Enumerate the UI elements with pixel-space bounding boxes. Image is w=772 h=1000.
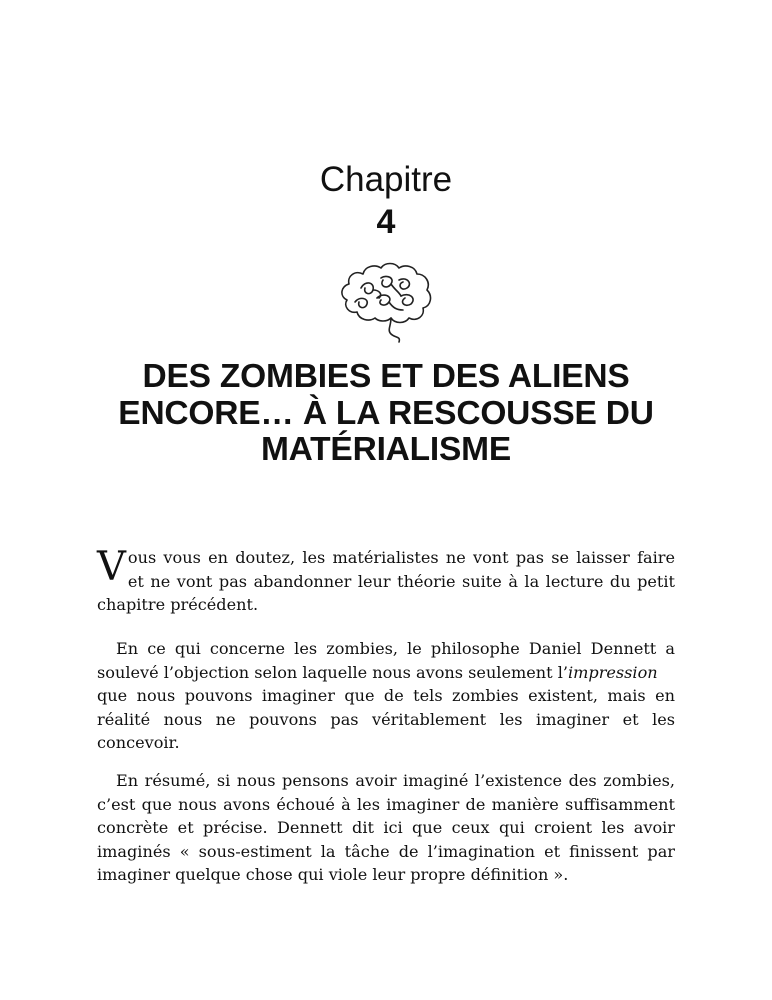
paragraph-line <box>97 661 675 685</box>
paragraph-line: En résumé, si nous pensons avoir imaginé l’existence des zombies, <box>116 771 675 790</box>
paragraph-text: soulevé l’objection selon laquelle nous avons seulement l’ <box>97 662 568 682</box>
paragraph-line: imaginés « sous-estiment la tâche de l’imagination et finissent par <box>97 841 675 861</box>
paragraph-line: et ne vont pas abandonner leur théorie suite à la lecture du petit <box>127 571 675 591</box>
title-line: MATÉRIALISME <box>260 431 512 468</box>
paragraph-summary <box>97 769 675 887</box>
drop-cap: V <box>97 544 126 590</box>
paragraph-line: concevoir. <box>97 733 180 752</box>
chapter-number: 4 <box>376 203 396 241</box>
paragraph-dennett-objection <box>97 637 675 755</box>
paragraph-line: que nous pouvons imaginer que de tels zombies existent, mais en <box>97 686 675 705</box>
paragraph-line: c’est que nous avons échoué à les imaginer de manière suffisamment <box>97 794 675 814</box>
emphasis-impression: impression <box>567 662 658 682</box>
title-line: ENCORE… À LA RESCOUSSE DU <box>118 394 654 432</box>
paragraph-line: réalité nous ne pouvons pas véritablement les imaginer et les <box>97 709 675 729</box>
paragraph-line: ous vous en doutez, les matérialistes ne vont pas se laisser faire <box>127 548 675 567</box>
chapter-title <box>60 359 712 469</box>
paragraph-line: imaginer quelque chose qui viole leur propre définition ». <box>97 865 569 884</box>
title-line: DES ZOMBIES ET DES ALIENS <box>142 358 630 395</box>
chapter-label: Chapitre <box>319 160 453 199</box>
brain-icon <box>333 260 439 346</box>
paragraph-line: En ce qui concerne les zombies, le philosophe Daniel Dennett a <box>116 639 675 658</box>
paragraph-line: chapitre précédent. <box>97 595 259 614</box>
paragraph-line: concrète et précise. Dennett dit ici que ceux qui croient les avoir <box>97 818 675 837</box>
paragraph-intro <box>97 546 675 617</box>
